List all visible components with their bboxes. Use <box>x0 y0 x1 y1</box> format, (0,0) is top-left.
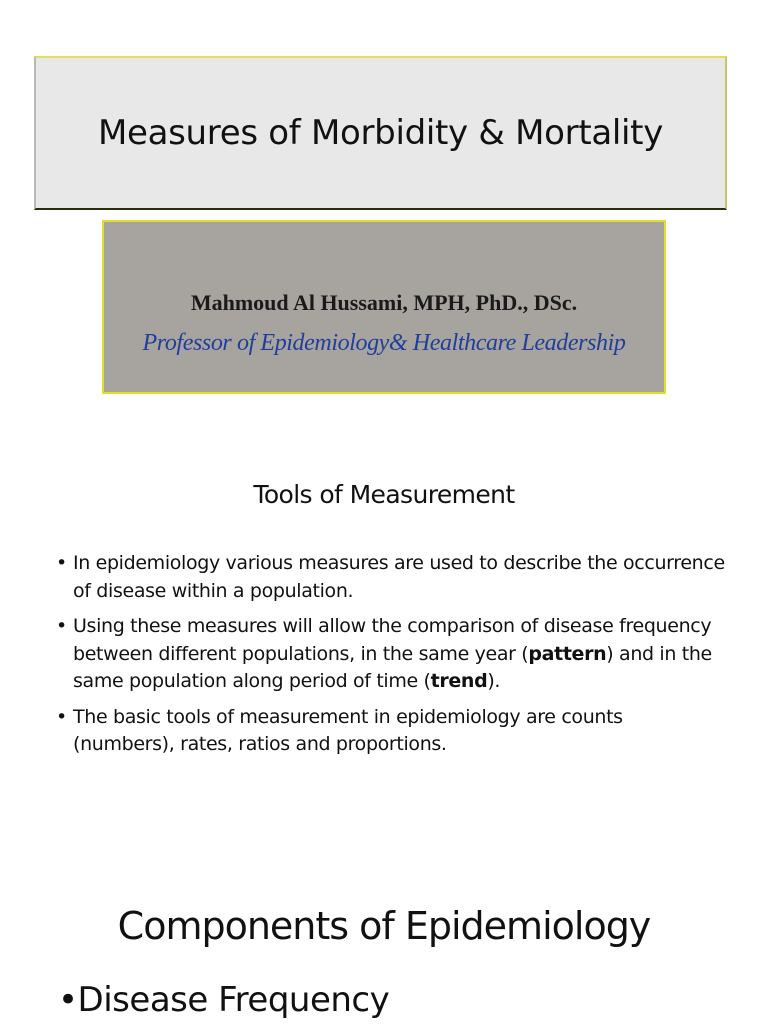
author-role: Professor of Epidemiology& Healthcare Leadership <box>142 330 626 356</box>
components-heading: Components of Epidemiology <box>117 904 651 948</box>
bullet-dot-icon: • <box>56 615 67 637</box>
bullet-text: The basic tools of measurement in epidemiology are counts (numbers), rates, ratios and proportions. <box>73 705 623 755</box>
bullet-dot-icon: • <box>56 552 67 574</box>
bullet-item <box>56 550 728 605</box>
bullet-text: In epidemiology various measures are used to describe the occurrence of disease within a population. <box>73 552 725 602</box>
title-slide-box <box>34 56 727 210</box>
bullet-item <box>56 613 728 696</box>
bullet-text: Using these measures will allow the comparison of disease frequency between different populations, in the same year ( <box>73 615 712 665</box>
components-bullet-item: •Disease Frequency <box>58 980 390 1020</box>
slide-title: Measures of Morbidity & Mortality <box>97 113 664 153</box>
bullet-text: ) and in the same population along period of time ( <box>73 642 712 692</box>
bold-term-trend: trend <box>430 670 488 692</box>
bullet-item <box>56 704 728 759</box>
bold-term-pattern: pattern <box>528 642 607 665</box>
bullet-text: ). <box>487 670 501 692</box>
author-name: Mahmoud Al Hussami, MPH, PhD., DSc. <box>190 290 578 315</box>
bullet-dot-icon: • <box>56 705 67 728</box>
tools-bullet-list <box>56 550 728 767</box>
tools-heading: Tools of Measurement <box>253 480 515 509</box>
author-banner <box>102 220 666 394</box>
